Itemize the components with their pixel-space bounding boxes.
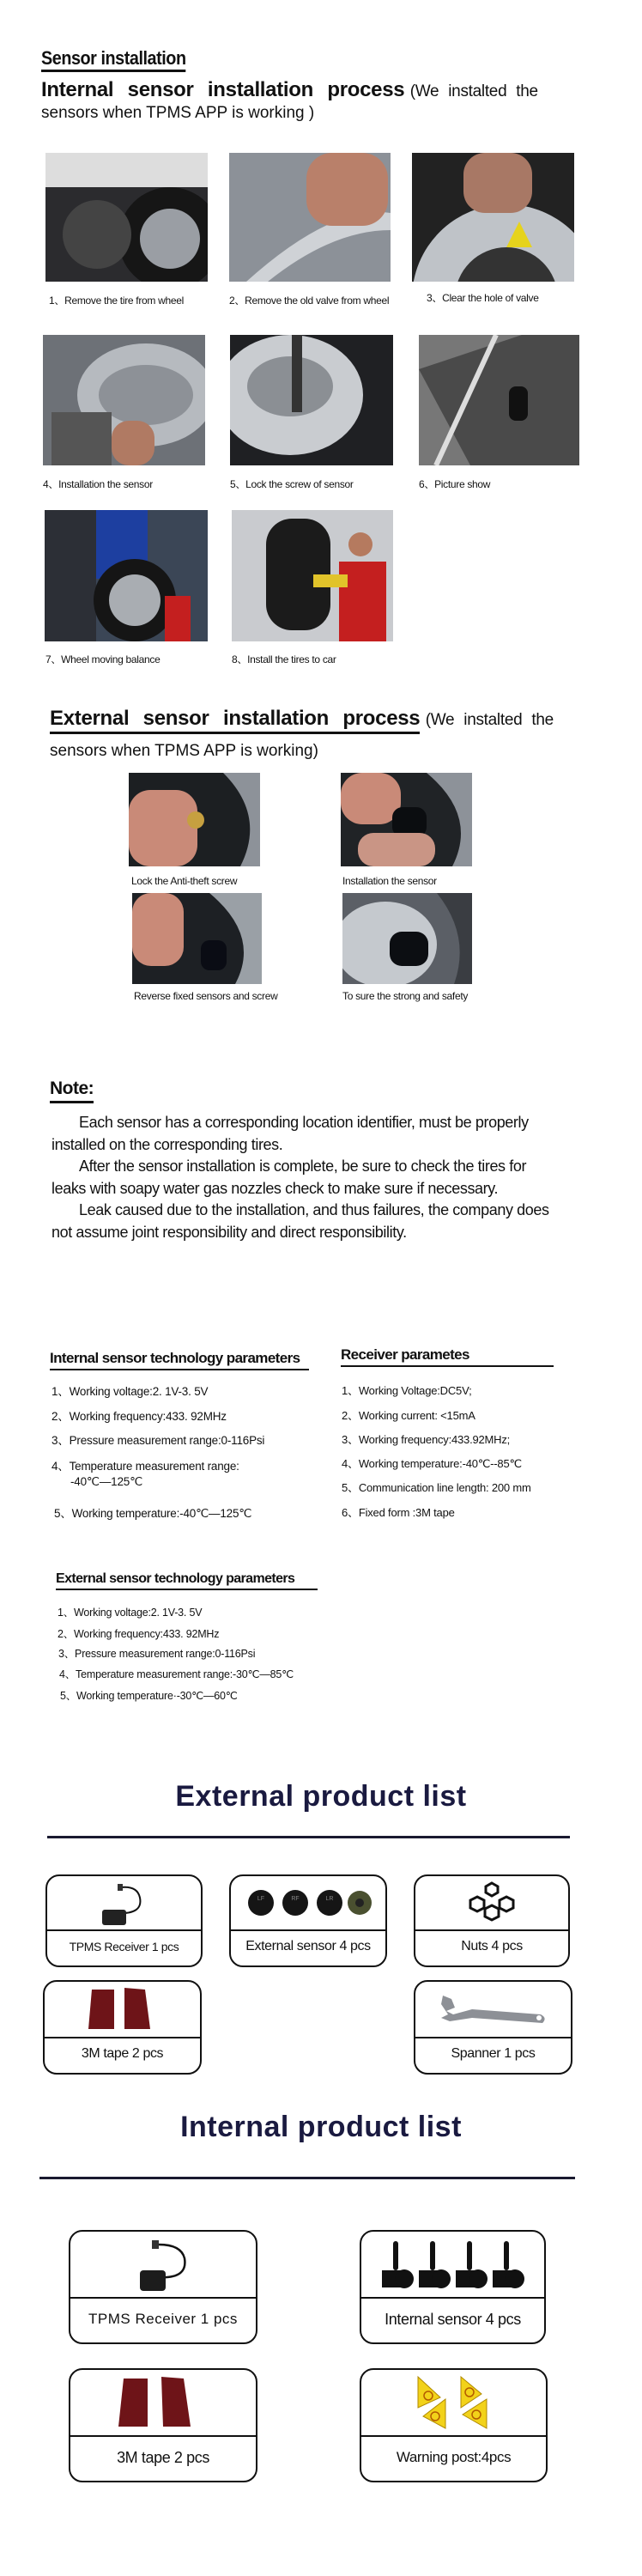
param-item: -40℃—125℃ <box>70 1475 143 1488</box>
photo-anti-theft-screw <box>129 773 260 866</box>
product-label: 3M tape 2 pcs <box>117 2448 209 2466</box>
warning-sticker-icon <box>361 2370 546 2437</box>
sensor-label-rf: RF <box>291 1896 300 1902</box>
photo-reverse-fixed <box>132 893 262 984</box>
step-caption: 3、Clear the hole of valve <box>427 292 539 304</box>
param-item: 1、Working Voltage:DC5V; <box>342 1384 472 1397</box>
step-caption: Reverse fixed sensors and screw <box>134 990 278 1002</box>
step-caption: 1、Remove the tire from wheel <box>49 295 184 307</box>
product-3m-tape <box>69 2368 257 2482</box>
param-item: 4、Temperature measurement range:-30℃—85℃ <box>59 1668 294 1680</box>
photo-install-tires <box>232 510 393 641</box>
sensor-label-lr: LR <box>325 1896 334 1902</box>
internal-params-title: Internal sensor technology parameters <box>50 1350 309 1370</box>
internal-process-title: Internal sensor installation process <box>41 78 405 101</box>
photo-installation-sensor <box>341 773 472 866</box>
external-process-subtitle-cont: sensors when TPMS APP is working) <box>50 742 318 760</box>
receiver-icon <box>70 2232 256 2299</box>
product-label: Warning post:4pcs <box>396 2449 512 2465</box>
nuts-icon <box>415 1876 568 1931</box>
product-spanner <box>414 1980 572 2075</box>
note-body <box>51 1112 549 1243</box>
external-sensor-icon <box>231 1876 385 1931</box>
photo-remove-tire <box>45 153 208 282</box>
section-title: Sensor installation <box>41 47 186 72</box>
product-external-sensor <box>229 1874 387 1967</box>
external-process-subtitle: (We instalted the <box>425 711 554 729</box>
divider <box>39 2177 575 2179</box>
receiver-icon <box>47 1876 201 1931</box>
external-params-title: External sensor technology parameters <box>56 1571 318 1590</box>
param-item: 4、Temperature measurement range: <box>51 1460 239 1473</box>
note-paragraph: Each sensor has a corresponding location identifier, must be properly installed on the corresponding tires. <box>51 1114 529 1153</box>
tape-icon <box>70 2370 256 2437</box>
param-item: 3、Pressure measurement range:0-116Psi <box>58 1648 256 1660</box>
param-item: 5、Working temperature·-30℃—60℃ <box>60 1690 238 1702</box>
param-item: 4、Working temperature:-40℃--85℃ <box>342 1457 522 1470</box>
step-caption: 8、Install the tires to car <box>232 653 336 665</box>
photo-strong-safety <box>342 893 472 984</box>
param-item: 1、Working voltage:2. 1V-3. 5V <box>51 1385 209 1398</box>
product-receiver <box>69 2230 257 2344</box>
photo-clear-hole <box>412 153 574 282</box>
step-caption: 4、Installation the sensor <box>43 478 153 490</box>
product-label: Internal sensor 4 pcs <box>385 2310 521 2328</box>
photo-install-sensor <box>43 335 205 465</box>
receiver-params-title: Receiver parametes <box>341 1346 554 1367</box>
step-caption: 6、Picture show <box>419 478 491 490</box>
product-3m-tape <box>43 1980 202 2075</box>
product-nuts <box>414 1874 570 1967</box>
internal-process-heading <box>41 78 538 102</box>
internal-process-subtitle-cont: sensors when TPMS APP is working ) <box>41 104 315 122</box>
note-paragraph: Leak caused due to the installation, and thus failures, the company does not assume joint responsibility and direct responsibility. <box>51 1201 549 1241</box>
step-caption: Lock the Anti-theft screw <box>131 875 238 887</box>
photo-lock-screw <box>230 335 393 465</box>
step-caption: 2、Remove the old valve from wheel <box>229 295 390 307</box>
product-label: 3M tape 2 pcs <box>81 2046 164 2061</box>
external-list-title: External product list <box>175 1780 467 1813</box>
tape-icon <box>45 1982 200 2038</box>
note-paragraph: After the sensor installation is complete, be sure to check the tires for leaks with soapy water gas nozzles check to make sure if necessary. <box>51 1157 527 1197</box>
internal-list-title: Internal product list <box>180 2111 462 2143</box>
product-label: TPMS Receiver 1 pcs <box>69 1940 179 1953</box>
product-label: External sensor 4 pcs <box>245 1939 371 1953</box>
sensor-label-lf: LF <box>257 1896 265 1902</box>
param-item: 3、Working frequency:433.92MHz; <box>342 1433 511 1446</box>
param-item: 6、Fixed form :3M tape <box>342 1506 455 1519</box>
step-caption: 5、Lock the screw of sensor <box>230 478 354 490</box>
internal-sensor-icon <box>361 2232 544 2299</box>
product-receiver <box>45 1874 203 1967</box>
product-warning-post <box>360 2368 548 2482</box>
param-item: 2、Working frequency:433. 92MHz <box>58 1628 220 1640</box>
step-caption: 7、Wheel moving balance <box>45 653 160 665</box>
step-caption: Installation the sensor <box>342 875 437 887</box>
param-item: 2、Working current: <15mA <box>342 1409 475 1422</box>
product-label: Spanner 1 pcs <box>451 2046 536 2061</box>
param-item: 5、Working temperature:-40℃—125℃ <box>54 1507 252 1520</box>
photo-picture-show <box>419 335 579 465</box>
param-item: 1、Working voltage:2. 1V-3. 5V <box>58 1607 203 1619</box>
note-title: Note: <box>50 1078 94 1103</box>
photo-wheel-balance <box>45 510 208 641</box>
product-label: Nuts 4 pcs <box>461 1939 523 1953</box>
param-item: 5、Communication line length: 200 mm <box>342 1481 531 1494</box>
external-process-title: External sensor installation process <box>50 707 420 734</box>
param-item: 3、Pressure measurement range:0-116Psi <box>51 1434 265 1447</box>
external-process-heading <box>50 707 554 731</box>
spanner-icon <box>415 1982 571 2038</box>
param-item: 2、Working frequency:433. 92MHz <box>51 1410 227 1423</box>
product-internal-sensor <box>360 2230 546 2344</box>
product-label: TPMS Receiver 1 pcs <box>88 2311 238 2327</box>
step-caption: To sure the strong and safety <box>342 990 469 1002</box>
internal-process-subtitle: (We instalted the <box>409 82 538 100</box>
divider <box>47 1836 570 1838</box>
photo-remove-valve <box>229 153 391 282</box>
